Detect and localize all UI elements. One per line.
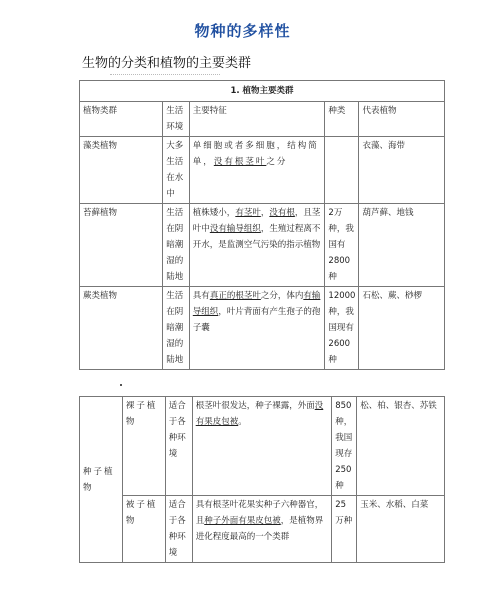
table-row [80, 397, 445, 496]
features-cell: 单细胞或者多细胞，结构简单，没有根茎叶之分 [189, 137, 325, 204]
count-cell: 850种，我国现存250种 [332, 397, 357, 496]
group-cell: 苔藓植物 [80, 204, 163, 287]
header-features: 主要特征 [189, 102, 325, 137]
features-cell: 植株矮小，有茎叶，没有根，且茎叶中没有输导组织，生殖过程离不开水，是监测空气污染的指示植物 [189, 204, 325, 287]
env-cell: 生活在阴暗潮湿的陆地 [163, 204, 190, 287]
table-row [80, 287, 445, 370]
table-row [80, 496, 445, 563]
subgroup-cell: 被子植物 [122, 496, 165, 563]
group-cell: 藻类植物 [80, 137, 163, 204]
count-cell [325, 137, 359, 204]
header-group: 植物类群 [80, 102, 163, 137]
header-examples: 代表植物 [359, 102, 445, 137]
features-cell: 具有真正的根茎叶之分，体内有输导组织，叶片背面有产生孢子的孢子囊 [189, 287, 325, 370]
examples-cell: 玉米、水稻、白菜 [357, 496, 445, 563]
table-row [80, 137, 445, 204]
group-cell: 种子植物 [80, 397, 123, 563]
features-cell: 具有根茎叶花果实种子六种器官，且种子外面有果皮包被，是植物界进化程度最高的一个类群 [192, 496, 332, 563]
examples-cell: 衣藻、海带 [359, 137, 445, 204]
count-cell: 25万种 [332, 496, 357, 563]
divider [110, 74, 220, 76]
subgroup-cell: 裸子植物 [122, 397, 165, 496]
section-title: 生物的分类和植物的主要类群 [82, 56, 252, 71]
table-header-row [80, 102, 445, 137]
page-title: 物种的多样性 [194, 22, 291, 40]
seed-plants-table [79, 396, 445, 563]
stray-mark [120, 384, 122, 386]
env-cell: 适合于各种环境 [165, 496, 192, 563]
env-cell: 适合于各种环境 [165, 397, 192, 496]
examples-cell: 葫芦藓、地钱 [359, 204, 445, 287]
examples-cell: 石松、蕨、桫椤 [359, 287, 445, 370]
group-cell: 蕨类植物 [80, 287, 163, 370]
env-cell: 生活在阴暗潮湿的陆地 [163, 287, 190, 370]
table-caption: 1. 植物主要类群 [80, 81, 445, 102]
plant-groups-table [79, 80, 445, 370]
table-row [80, 204, 445, 287]
examples-cell: 松、柏、银杏、苏铁 [357, 397, 445, 496]
header-count: 种类 [325, 102, 359, 137]
count-cell: 12000种，我国现有2600种 [325, 287, 359, 370]
features-cell: 根茎叶很发达，种子裸露，外面没有果皮包被。 [192, 397, 332, 496]
env-cell: 大多生活在水中 [163, 137, 190, 204]
header-env: 生活环境 [163, 102, 190, 137]
count-cell: 2万种，我国有2800种 [325, 204, 359, 287]
